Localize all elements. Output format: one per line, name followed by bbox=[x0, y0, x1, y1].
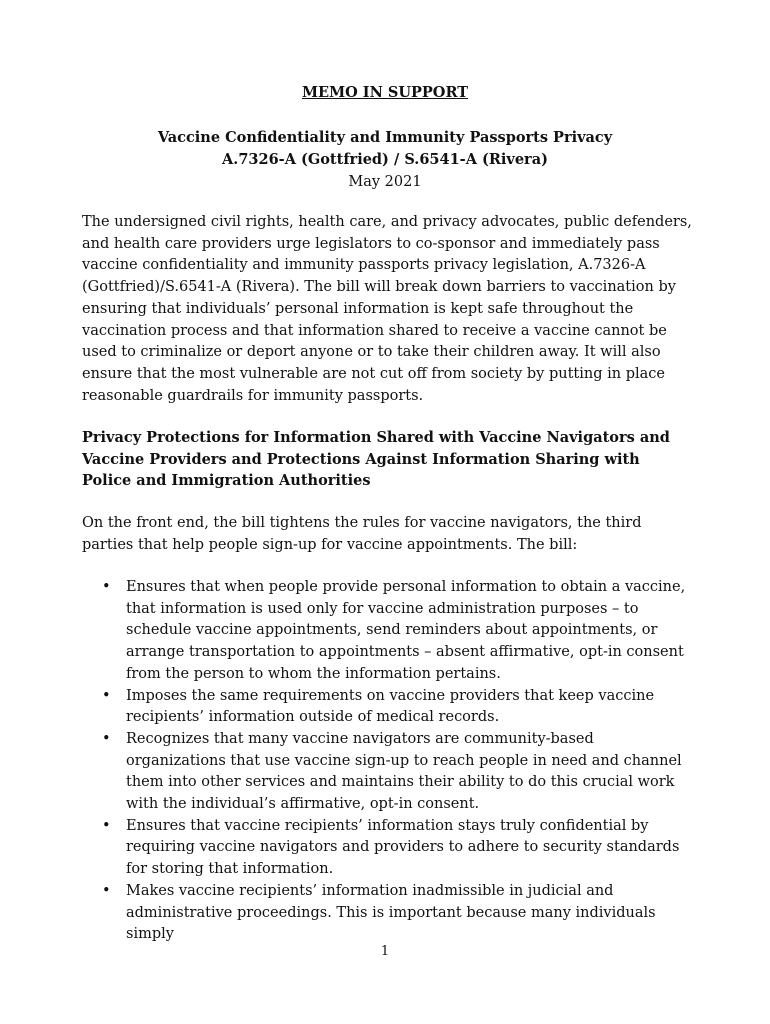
list-item-text: Makes vaccine recipients’ information inadmissible in judicial and administrative proceedings. This is important because many individuals simply bbox=[126, 882, 656, 943]
list-item bbox=[82, 816, 692, 881]
list-item bbox=[82, 729, 692, 816]
list-item bbox=[82, 577, 692, 686]
bullet-icon: • bbox=[102, 882, 111, 899]
list-item bbox=[82, 686, 692, 729]
list-item bbox=[82, 881, 692, 946]
list-item-text: Recognizes that many vaccine navigators are community-based organizations that use vaccine sign-up to reach people in need and channel them into other services and maintains their ability to do this crucial work with the individual’s affirmative, opt-in consent. bbox=[126, 730, 682, 813]
lead-paragraph: On the front end, the bill tightens the rules for vaccine navigators, the third parties that help people sign-up for vaccine appointments. The bill: bbox=[82, 515, 642, 553]
memo-title: MEMO IN SUPPORT bbox=[301, 84, 469, 101]
bill-numbers: A.7326-A (Gottfried) / S.6541-A (Rivera) bbox=[222, 151, 548, 168]
intro-paragraph: The undersigned civil rights, health care, and privacy advocates, public defenders, and health care providers urge legislators to co-sponsor and immediately pass vaccine confidentiality and immunity passports privacy legislation, A.7326-A (Gottfried)/S.6541-A (Rivera). The bill will break down barriers to vaccination by ensuring that individuals’ personal information is kept safe throughout the vaccination process and that information shared to receive a vaccine cannot be used to criminalize or deport anyone or to take their children away. It will also ensure that the most vulnerable are not cut off from society by putting in place reasonable guardrails for immunity passports. bbox=[82, 214, 692, 404]
bullet-icon: • bbox=[102, 730, 111, 747]
bullet-icon: • bbox=[102, 817, 111, 834]
memo-date: May 2021 bbox=[348, 174, 422, 190]
section-heading: Privacy Protections for Information Shared with Vaccine Navigators and Vaccine Providers and Protections Against Information Sharing with Police and Immigration Authorities bbox=[82, 429, 670, 490]
page-number: 1 bbox=[380, 944, 390, 959]
bullet-list bbox=[82, 577, 692, 946]
bullet-icon: • bbox=[102, 579, 111, 595]
memo-header bbox=[0, 127, 770, 193]
list-item-text: Imposes the same requirements on vaccine providers that keep vaccine recipients’ information outside of medical records. bbox=[126, 687, 655, 726]
list-item-text: Ensures that when people provide personal information to obtain a vaccine, that information is used only for vaccine administration purposes – to schedule vaccine appointments, send reminders about appointments, or arrange transportation to appointments – absent affirmative, opt-in consent from the person to whom the information pertains. bbox=[126, 579, 686, 682]
bullet-icon: • bbox=[102, 687, 111, 704]
list-item-text: Ensures that vaccine recipients’ information stays truly confidential by requiring vaccine navigators and providers to adhere to security standards for storing that information. bbox=[126, 817, 680, 878]
bill-subject: Vaccine Confidentiality and Immunity Passports Privacy bbox=[157, 129, 613, 146]
